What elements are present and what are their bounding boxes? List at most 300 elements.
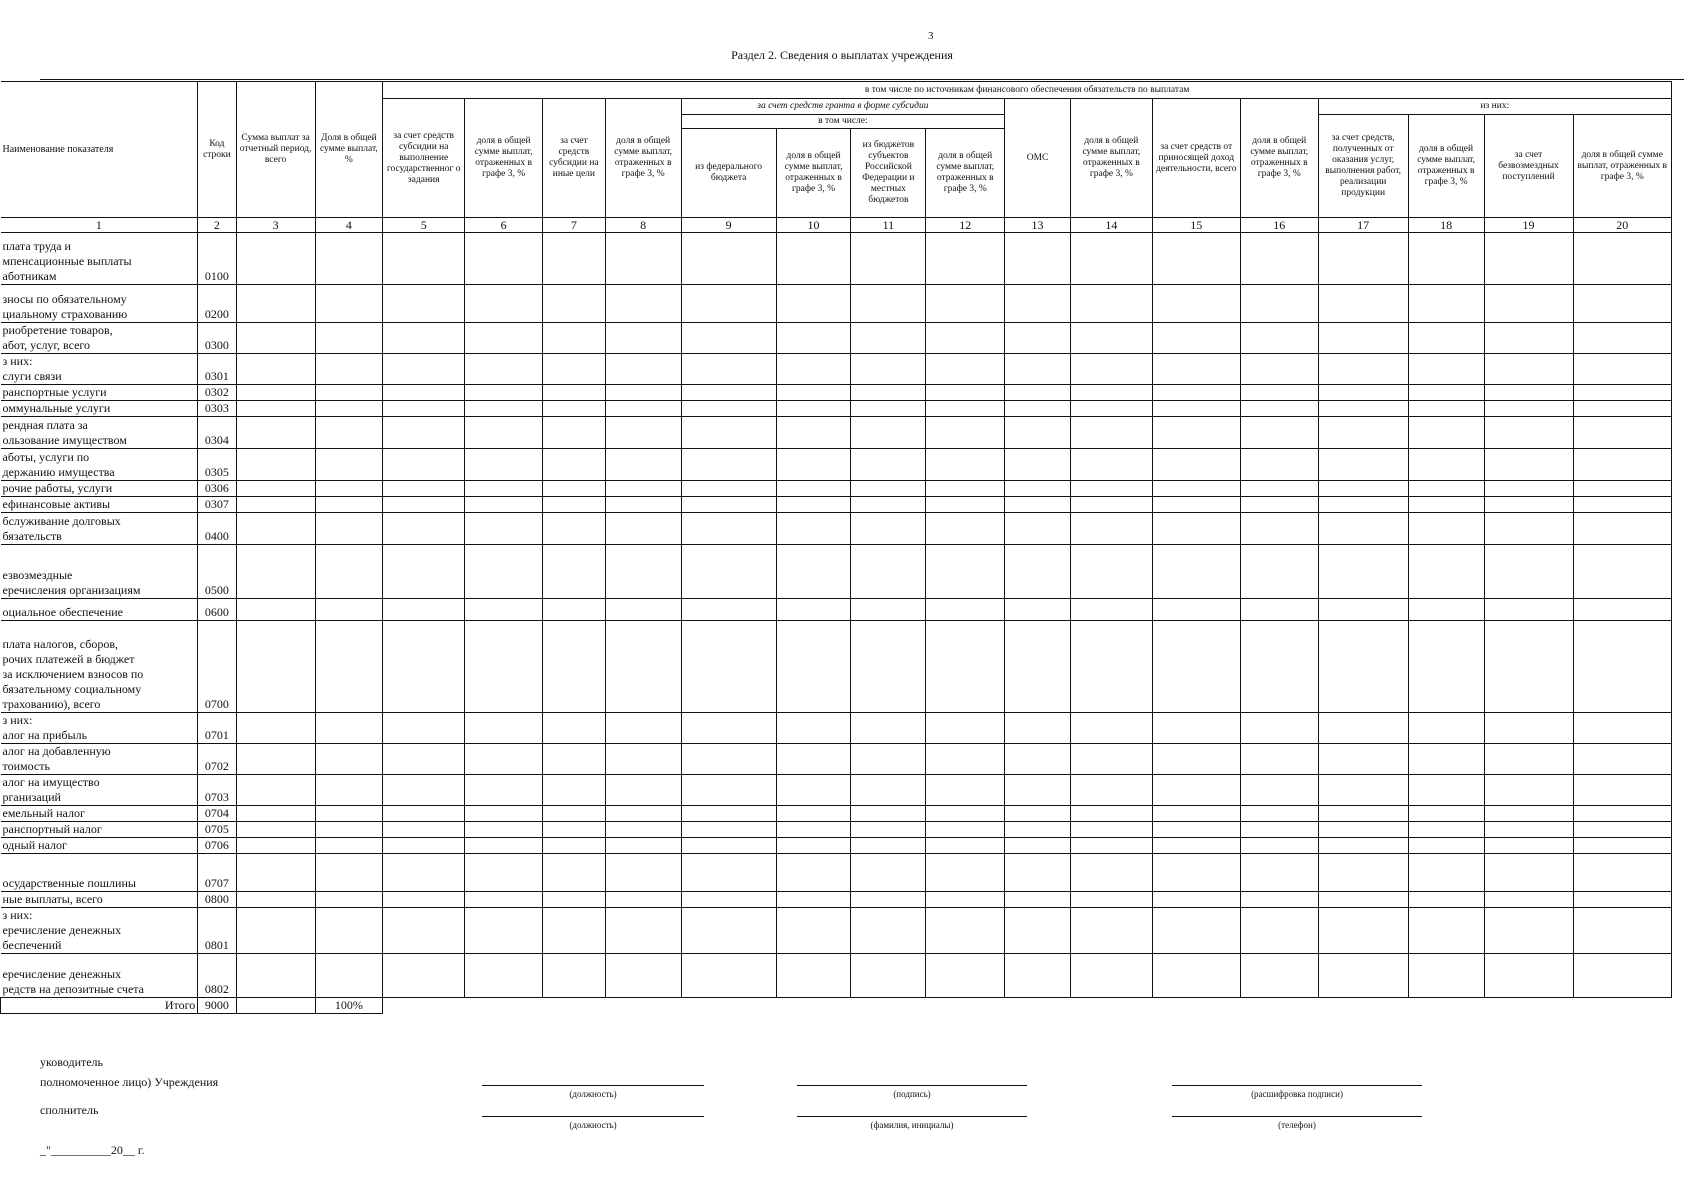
value-cell (1408, 401, 1484, 417)
value-cell (543, 545, 606, 599)
value-cell (926, 908, 1005, 954)
column-number: 11 (851, 218, 926, 233)
value-cell (1240, 806, 1318, 822)
value-cell (465, 744, 543, 775)
value-cell (1070, 285, 1152, 323)
value-cell (465, 354, 543, 385)
value-cell (681, 513, 776, 545)
value-cell (1240, 481, 1318, 497)
table-row (1, 481, 1672, 497)
value-cell (1408, 323, 1484, 354)
value-cell (1408, 481, 1484, 497)
date-line: _"__________20__ г. (40, 1143, 145, 1157)
value-cell (383, 854, 465, 892)
value-cell (315, 854, 383, 892)
table-row (1, 497, 1672, 513)
value-cell (681, 545, 776, 599)
row-name-line: ранспортный налог (2, 822, 102, 836)
row-name-line: тоимость (2, 759, 50, 773)
value-cell (1484, 385, 1573, 401)
value-cell (851, 417, 926, 449)
value-cell (315, 806, 383, 822)
value-cell (383, 822, 465, 838)
value-cell (315, 744, 383, 775)
value-cell (1240, 513, 1318, 545)
value-cell (1070, 775, 1152, 806)
value-cell (1573, 401, 1671, 417)
table-row (1, 513, 1672, 545)
value-cell (1152, 908, 1240, 954)
value-cell (681, 233, 776, 285)
row-name-line: алог на имущество (2, 775, 100, 789)
value-cell (465, 908, 543, 954)
value-cell (1573, 449, 1671, 481)
header-c13: ОМС (1005, 99, 1071, 218)
table-row (1, 892, 1672, 908)
header-c9: из федерального бюджета (681, 129, 776, 218)
value-cell (605, 599, 681, 621)
value-cell (926, 599, 1005, 621)
value-cell (605, 954, 681, 998)
row-name-line: бязательному социальному (2, 682, 142, 696)
header-c6: доля в общей сумме выплат, отраженных в графе 3, % (465, 99, 543, 218)
value-cell (1318, 417, 1408, 449)
value-cell (851, 449, 926, 481)
value-cell (543, 838, 606, 854)
value-cell (1005, 285, 1071, 323)
value-cell (236, 354, 315, 385)
value-cell (236, 713, 315, 744)
value-cell (1070, 599, 1152, 621)
value-cell (383, 323, 465, 354)
row-name-line: одный налог (2, 838, 67, 852)
value-cell (383, 401, 465, 417)
row-code: 0400 (198, 513, 236, 545)
value-cell (1240, 233, 1318, 285)
value-cell (315, 892, 383, 908)
value-cell (851, 621, 926, 713)
value-cell (1408, 744, 1484, 775)
value-cell (1070, 233, 1152, 285)
value-cell (236, 775, 315, 806)
value-cell (1573, 599, 1671, 621)
row-name-line: рганизаций (2, 790, 61, 804)
value-cell (681, 481, 776, 497)
row-name-line: ные выплаты, всего (2, 892, 103, 906)
column-number: 8 (605, 218, 681, 233)
value-cell (851, 822, 926, 838)
value-cell (383, 545, 465, 599)
row-name-line: плата труда и (2, 239, 71, 253)
row-code: 0303 (198, 401, 236, 417)
value-cell (1005, 385, 1071, 401)
value-cell (1318, 954, 1408, 998)
row-name (1, 233, 198, 285)
value-cell (543, 285, 606, 323)
column-number: 13 (1005, 218, 1071, 233)
value-cell (1318, 481, 1408, 497)
value-cell (1070, 481, 1152, 497)
value-cell (1573, 892, 1671, 908)
value-cell (1152, 806, 1240, 822)
header-c10: доля в общей сумме выплат, отраженных в графе 3, % (776, 129, 851, 218)
value-cell (1408, 838, 1484, 854)
value-cell (776, 417, 851, 449)
value-cell (315, 481, 383, 497)
value-cell (1573, 233, 1671, 285)
value-cell (1318, 233, 1408, 285)
caption-phone: (телефон) (1278, 1120, 1316, 1130)
value-cell (1484, 822, 1573, 838)
value-cell (1240, 323, 1318, 354)
header-c17: за счет средств, полученных от оказания услуг, выполнения работ, реализации продукции (1318, 115, 1408, 218)
value-cell (383, 354, 465, 385)
value-cell (851, 545, 926, 599)
row-name (1, 323, 198, 354)
value-cell (1408, 908, 1484, 954)
value-cell (605, 822, 681, 838)
header-share: Доля в общей сумме выплат, % (315, 82, 383, 218)
row-code: 0802 (198, 954, 236, 998)
value-cell (1484, 497, 1573, 513)
row-name (1, 417, 198, 449)
value-cell (1152, 385, 1240, 401)
value-cell (543, 449, 606, 481)
value-cell (236, 513, 315, 545)
row-code: 0701 (198, 713, 236, 744)
row-code: 0706 (198, 838, 236, 854)
column-number: 3 (236, 218, 315, 233)
value-cell (1484, 892, 1573, 908)
header-c14: доля в общей сумме выплат, отраженных в графе 3, % (1070, 99, 1152, 218)
value-cell (776, 323, 851, 354)
value-cell (236, 323, 315, 354)
value-cell (605, 323, 681, 354)
value-cell (1005, 401, 1071, 417)
value-cell (605, 908, 681, 954)
row-name-line: з них: (2, 713, 33, 727)
row-code: 0300 (198, 323, 236, 354)
value-cell (465, 417, 543, 449)
row-name (1, 449, 198, 481)
value-cell (851, 806, 926, 822)
value-cell (1408, 806, 1484, 822)
value-cell (1070, 621, 1152, 713)
value-cell (776, 545, 851, 599)
header-c8: доля в общей сумме выплат, отраженных в графе 3, % (605, 99, 681, 218)
value-cell (605, 354, 681, 385)
table-row (1, 545, 1672, 599)
header-c18: доля в общей сумме выплат, отраженных в графе 3, % (1408, 115, 1484, 218)
value-cell (1152, 233, 1240, 285)
row-name-line: циальному страхованию (2, 307, 128, 321)
value-cell (776, 806, 851, 822)
value-cell (383, 744, 465, 775)
value-cell (851, 775, 926, 806)
table-row (1, 775, 1672, 806)
value-cell (383, 775, 465, 806)
value-cell (926, 713, 1005, 744)
value-cell (543, 854, 606, 892)
value-cell (315, 545, 383, 599)
value-cell (1573, 744, 1671, 775)
value-cell (1573, 385, 1671, 401)
header-c16: доля в общей сумме выплат, отраженных в графе 3, % (1240, 99, 1318, 218)
value-cell (851, 285, 926, 323)
value-cell (1240, 354, 1318, 385)
table-row (1, 908, 1672, 954)
value-cell (1240, 385, 1318, 401)
value-cell (1408, 892, 1484, 908)
value-cell (1318, 497, 1408, 513)
value-cell (926, 838, 1005, 854)
value-cell (383, 497, 465, 513)
row-name-line: ефинансовые активы (2, 497, 111, 511)
value-cell (851, 908, 926, 954)
column-number: 14 (1070, 218, 1152, 233)
total-sum-cell (236, 998, 315, 1014)
row-name (1, 775, 198, 806)
value-cell (926, 285, 1005, 323)
value-cell (1484, 401, 1573, 417)
row-name-line: з них: (2, 354, 33, 368)
value-cell (1240, 838, 1318, 854)
value-cell (776, 908, 851, 954)
value-cell (851, 323, 926, 354)
value-cell (315, 497, 383, 513)
value-cell (776, 744, 851, 775)
value-cell (236, 838, 315, 854)
row-name (1, 744, 198, 775)
column-number-row (1, 218, 1672, 233)
value-cell (1408, 354, 1484, 385)
table-row (1, 233, 1672, 285)
page-number: 3 (928, 30, 934, 42)
value-cell (605, 744, 681, 775)
value-cell (1005, 954, 1071, 998)
value-cell (926, 385, 1005, 401)
column-number: 10 (776, 218, 851, 233)
value-cell (1152, 481, 1240, 497)
table-row (1, 744, 1672, 775)
value-cell (1240, 775, 1318, 806)
value-cell (1318, 385, 1408, 401)
row-name-line: держанию имущества (2, 465, 115, 479)
value-cell (681, 417, 776, 449)
value-cell (1484, 713, 1573, 744)
value-cell (1484, 545, 1573, 599)
value-cell (543, 385, 606, 401)
value-cell (465, 449, 543, 481)
value-cell (465, 838, 543, 854)
value-cell (681, 806, 776, 822)
value-cell (1318, 892, 1408, 908)
value-cell (1573, 417, 1671, 449)
value-cell (315, 401, 383, 417)
value-cell (1005, 838, 1071, 854)
value-cell (465, 806, 543, 822)
table-row (1, 417, 1672, 449)
value-cell (1484, 417, 1573, 449)
value-cell (776, 401, 851, 417)
caption-signature: (подпись) (893, 1089, 931, 1099)
table-row (1, 599, 1672, 621)
row-name-line: абот, услуг, всего (2, 338, 91, 352)
value-cell (605, 285, 681, 323)
value-cell (681, 354, 776, 385)
value-cell (236, 481, 315, 497)
row-name-line: зносы по обязательному (2, 292, 127, 306)
value-cell (1005, 713, 1071, 744)
value-cell (605, 233, 681, 285)
value-cell (1152, 822, 1240, 838)
value-cell (315, 323, 383, 354)
value-cell (1070, 417, 1152, 449)
value-cell (1408, 513, 1484, 545)
value-cell (1318, 285, 1408, 323)
caption-name: (фамилия, инициалы) (870, 1120, 954, 1130)
value-cell (605, 417, 681, 449)
row-name-line: оммунальные услуги (2, 401, 111, 415)
value-cell (605, 481, 681, 497)
header-grant-group: за счет средств гранта в форме субсидии (681, 99, 1005, 115)
value-cell (236, 822, 315, 838)
value-cell (1152, 854, 1240, 892)
caption-position-2: (должность) (569, 1120, 617, 1130)
value-cell (543, 233, 606, 285)
value-cell (1573, 354, 1671, 385)
value-cell (1484, 854, 1573, 892)
value-cell (1484, 806, 1573, 822)
value-cell (236, 545, 315, 599)
row-name (1, 908, 198, 954)
value-cell (315, 954, 383, 998)
value-cell (1484, 744, 1573, 775)
value-cell (851, 954, 926, 998)
value-cell (1318, 354, 1408, 385)
row-name-line: алог на добавленную (2, 744, 111, 758)
header-c12: доля в общей сумме выплат, отраженных в графе 3, % (926, 129, 1005, 218)
value-cell (1240, 908, 1318, 954)
value-cell (1005, 854, 1071, 892)
value-cell (1573, 713, 1671, 744)
value-cell (465, 892, 543, 908)
value-cell (1005, 323, 1071, 354)
value-cell (776, 285, 851, 323)
value-cell (465, 401, 543, 417)
value-cell (851, 233, 926, 285)
value-cell (1573, 954, 1671, 998)
value-cell (383, 838, 465, 854)
value-cell (543, 354, 606, 385)
value-cell (465, 233, 543, 285)
value-cell (465, 545, 543, 599)
table-row (1, 285, 1672, 323)
executor-label: сполнитель (40, 1103, 99, 1117)
value-cell (1005, 621, 1071, 713)
value-cell (1573, 497, 1671, 513)
value-cell (776, 892, 851, 908)
row-name-line: беспечений (2, 938, 62, 952)
value-cell (681, 854, 776, 892)
value-cell (236, 908, 315, 954)
value-cell (1484, 513, 1573, 545)
value-cell (776, 497, 851, 513)
row-name-line: емельный налог (2, 806, 85, 820)
total-row (1, 998, 1672, 1014)
row-code: 0800 (198, 892, 236, 908)
table-row (1, 354, 1672, 385)
value-cell (776, 854, 851, 892)
value-cell (1318, 513, 1408, 545)
row-name (1, 385, 198, 401)
value-cell (543, 822, 606, 838)
value-cell (383, 806, 465, 822)
value-cell (926, 449, 1005, 481)
value-cell (605, 401, 681, 417)
value-cell (315, 354, 383, 385)
value-cell (1152, 401, 1240, 417)
value-cell (851, 838, 926, 854)
value-cell (851, 385, 926, 401)
row-name-line: осударственные пошлины (2, 876, 136, 890)
value-cell (1408, 497, 1484, 513)
row-name (1, 285, 198, 323)
value-cell (315, 775, 383, 806)
value-cell (543, 892, 606, 908)
value-cell (1408, 449, 1484, 481)
row-code: 0200 (198, 285, 236, 323)
value-cell (681, 838, 776, 854)
table-row (1, 854, 1672, 892)
value-cell (1240, 621, 1318, 713)
row-name-line: риобретение товаров, (2, 323, 113, 337)
value-cell (1152, 621, 1240, 713)
value-cell (1070, 449, 1152, 481)
value-cell (1070, 545, 1152, 599)
value-cell (1070, 385, 1152, 401)
table-row (1, 401, 1672, 417)
header-name: Наименование показателя (1, 82, 198, 218)
value-cell (1070, 838, 1152, 854)
column-number: 18 (1408, 218, 1484, 233)
value-cell (1484, 449, 1573, 481)
value-cell (315, 599, 383, 621)
row-name (1, 954, 198, 998)
header-code: Код строки (198, 82, 236, 218)
value-cell (1005, 449, 1071, 481)
value-cell (851, 744, 926, 775)
row-code: 0306 (198, 481, 236, 497)
value-cell (1408, 417, 1484, 449)
table-row (1, 449, 1672, 481)
value-cell (926, 892, 1005, 908)
value-cell (543, 497, 606, 513)
value-cell (315, 385, 383, 401)
value-cell (926, 806, 1005, 822)
value-cell (236, 417, 315, 449)
value-cell (1408, 621, 1484, 713)
value-cell (1484, 599, 1573, 621)
row-name-line: з них: (2, 908, 33, 922)
value-cell (383, 385, 465, 401)
row-code: 0801 (198, 908, 236, 954)
value-cell (681, 744, 776, 775)
header-c20: доля в общей сумме выплат, отраженных в графе 3, % (1573, 115, 1671, 218)
value-cell (1573, 775, 1671, 806)
row-code: 0705 (198, 822, 236, 838)
value-cell (926, 621, 1005, 713)
